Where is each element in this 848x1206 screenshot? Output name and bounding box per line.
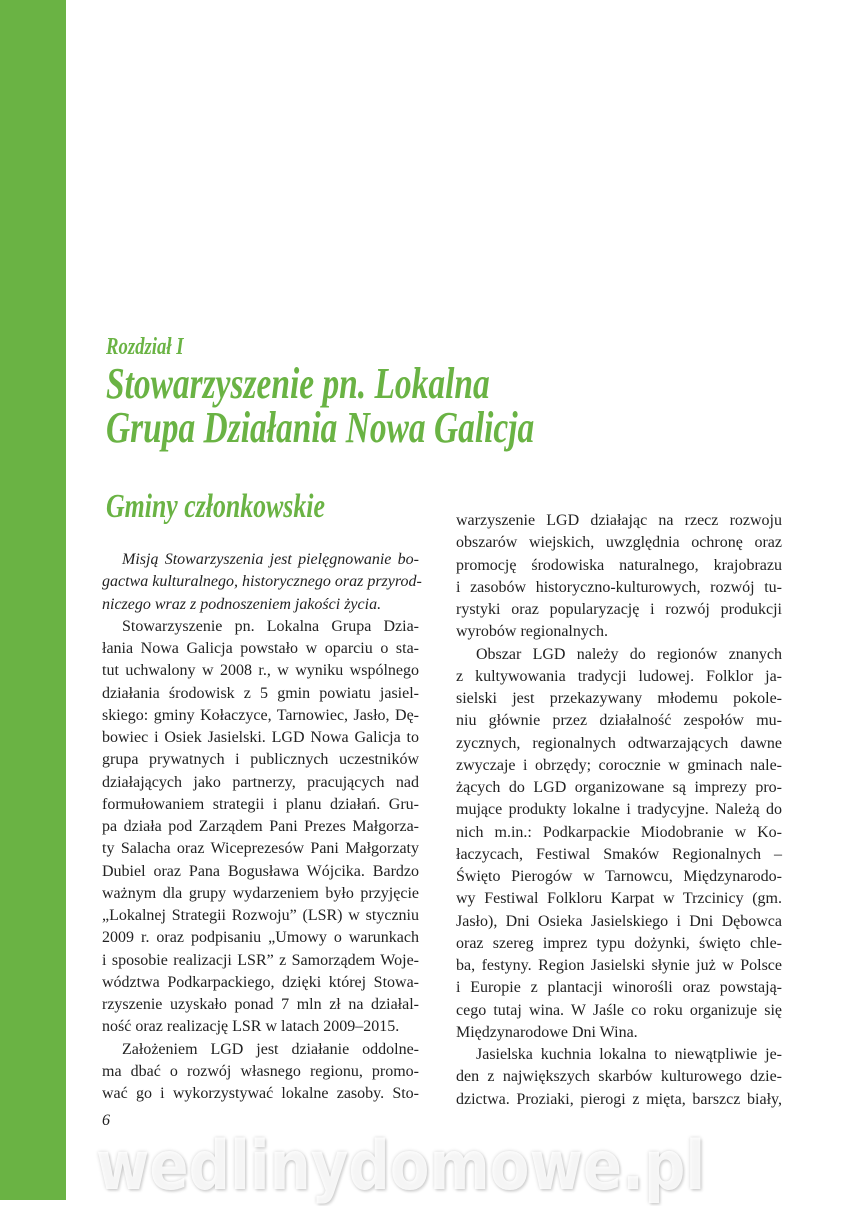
text-line: wać go i wykorzystywać lokalne zasoby. Sto- <box>102 1085 419 1102</box>
section-heading: Gminy członkowskie <box>106 488 325 525</box>
text-line: bowiec i Osiek Jasielski. LGD Nowa Galicja to <box>102 729 419 746</box>
text-line: ma dbać o rozwój własnego regionu, promo- <box>102 1062 419 1080</box>
text-line: niczego wraz z podnoszeniem jakości życia. <box>102 595 382 613</box>
text-line: zwyczaje i obrzędy; corocznie w gminach nale- <box>456 756 782 774</box>
text-line: skiego: gminy Kołaczyce, Tarnowiec, Jasło, Dę- <box>102 706 419 724</box>
text-line: ty Salacha oraz Wiceprezesów Pani Małgorzaty <box>102 840 419 858</box>
text-line: obszarów wiejskich, uwzględnia ochronę oraz <box>456 534 782 552</box>
text-line: wy Festiwal Folkloru Karpat w Trzcinicy (gm. <box>456 890 782 908</box>
text-line: działających jako partnerzy, pracujących nad <box>102 773 419 791</box>
text-line: Święto Pierogów w Tarnowcu, Międzynarodo- <box>456 868 782 885</box>
text-line: Jasielska kuchnia lokalna to niewątpliwie je- <box>476 1046 782 1063</box>
text-line: mujące produkty lokalne i tradycyjne. Należą do <box>456 801 782 819</box>
text-line: tut uchwalony w 2008 r., w wyniku wspólnego <box>102 662 419 680</box>
text-line: Międzynarodowe Dni Wina. <box>456 1023 638 1041</box>
text-line: gactwa kulturalnego, historycznego oraz przyrod- <box>102 573 422 591</box>
text-line: promocję środowiska naturalnego, krajobrazu <box>456 556 782 574</box>
chapter-title-line-1: Stowarzyszenie pn. Lokalna <box>106 359 490 408</box>
text-line: niu głównie przez działalność zespołów mu- <box>456 712 782 730</box>
text-line: wyrobów regionalnych. <box>456 623 608 641</box>
text-line: formułowaniem strategii i planu działań. Gru- <box>102 795 419 813</box>
green-side-bar <box>0 0 66 1200</box>
text-line: den z największych skarbów kulturowego dzie- <box>456 1068 782 1086</box>
text-line: Obszar LGD należy do regionów znanych <box>476 645 782 663</box>
text-line: i Europie z plantacji winorośli oraz powstają- <box>456 979 782 997</box>
text-line: pa działa pod Zarządem Pani Prezes Małgorza- <box>102 818 419 835</box>
text-line: grupa prywatnych i publicznych uczestników <box>102 751 419 769</box>
text-line: oraz szereg imprez typu dożynki, święto chle- <box>456 934 782 952</box>
watermark: wedlinydomowe.pl <box>96 1127 706 1206</box>
text-line: żących do LGD organizowane są imprezy pro- <box>456 779 782 796</box>
text-line: i zasobów historyczno-kulturowych, rozwój tu- <box>456 578 782 596</box>
text-line: warzyszenie LGD działając na rzecz rozwoju <box>456 512 782 529</box>
right-text-column <box>456 510 782 1111</box>
text-line: z kultywowania tradycji ludowej. Folklor ja- <box>456 667 782 685</box>
text-line: 2009 r. oraz podpisaniu „Umowy o warunkach <box>102 929 419 947</box>
text-line: dzictwa. Proziaki, pierogi z mięta, barszcz biały, <box>456 1090 782 1108</box>
text-line: ność oraz realizację LSR w latach 2009–2015. <box>102 1018 400 1036</box>
text-line: sielski jest przekazywany młodemu pokole- <box>456 690 782 707</box>
text-line: Założeniem LGD jest działanie oddolne- <box>122 1040 419 1058</box>
text-line: cego tutaj wina. W Jaśle co roku organizuje się <box>456 1001 782 1019</box>
text-line: Misją Stowarzyszenia jest pielęgnowanie bo- <box>122 551 419 568</box>
text-line: zycznych, regionalnych odtwarzających dawne <box>456 734 782 752</box>
page-number: 6 <box>102 1112 110 1129</box>
chapter-label: Rozdział I <box>106 334 184 360</box>
text-line: wództwa Podkarpackiego, dzięki której Stowa- <box>102 973 419 991</box>
text-line: Jasło), Dni Osieka Jasielskiego i Dni Dębowca <box>456 912 782 930</box>
text-line: łania Nowa Galicja powstało w oparciu o sta- <box>102 640 419 657</box>
text-line: rzyszenie uzyskało ponad 7 mln zł na działal- <box>102 996 419 1013</box>
left-text-column <box>102 549 422 1105</box>
text-line: nich m.in.: Podkarpackie Miodobranie w Ko- <box>456 823 782 841</box>
text-line: Dubiel oraz Pana Bogusława Wójcika. Bardzo <box>102 862 419 880</box>
text-line: i sposobie realizacji LSR” z Samorządem Woje- <box>102 951 419 969</box>
text-line: „Lokalnej Strategii Rozwoju” (LSR) w styczniu <box>102 907 419 924</box>
text-line: Stowarzyszenie pn. Lokalna Grupa Dzia- <box>122 617 419 635</box>
text-line: łaczycach, Festiwal Smaków Regionalnych – <box>456 845 782 863</box>
text-line: ba, festyny. Region Jasielski słynie już w Polsce <box>456 957 782 974</box>
text-line: ważnym dla grupy wydarzeniem było przyjęcie <box>102 884 419 902</box>
text-line: rystyki oraz popularyzację i rozwój produkcji <box>456 601 782 618</box>
chapter-title-line-2: Grupa Działania Nowa Galicja <box>106 403 535 452</box>
text-line: działania środowisk z 5 gmin powiatu jasiel- <box>102 684 419 702</box>
